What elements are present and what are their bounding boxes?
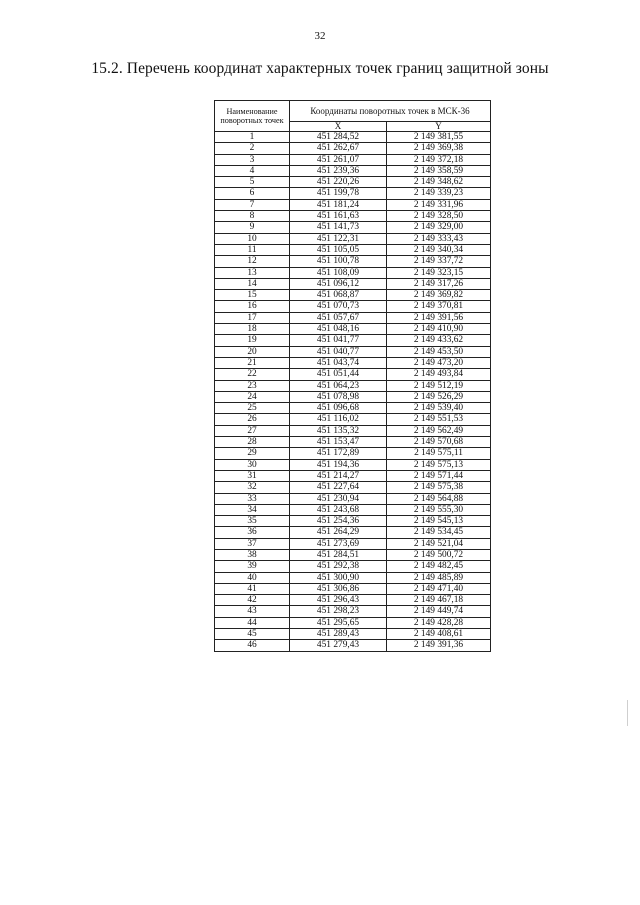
cell-y: 2 149 493,84 bbox=[387, 369, 491, 380]
table-row bbox=[215, 143, 491, 154]
cell-x: 451 181,24 bbox=[290, 199, 387, 210]
table-row bbox=[215, 516, 491, 527]
cell-x: 451 108,09 bbox=[290, 267, 387, 278]
cell-y: 2 149 391,56 bbox=[387, 312, 491, 323]
table-row bbox=[215, 335, 491, 346]
cell-point: 46 bbox=[215, 640, 290, 651]
cell-y: 2 149 555,30 bbox=[387, 504, 491, 515]
cell-point: 45 bbox=[215, 629, 290, 640]
cell-point: 40 bbox=[215, 572, 290, 583]
cell-x: 451 096,12 bbox=[290, 278, 387, 289]
table-row bbox=[215, 199, 491, 210]
table-row bbox=[215, 459, 491, 470]
cell-y: 2 149 526,29 bbox=[387, 391, 491, 402]
cell-y: 2 149 331,96 bbox=[387, 199, 491, 210]
table-row bbox=[215, 595, 491, 606]
table-body bbox=[215, 132, 491, 652]
cell-y: 2 149 369,38 bbox=[387, 143, 491, 154]
cell-y: 2 149 485,89 bbox=[387, 572, 491, 583]
cell-point: 36 bbox=[215, 527, 290, 538]
cell-y: 2 149 534,45 bbox=[387, 527, 491, 538]
table-row bbox=[215, 301, 491, 312]
cell-x: 451 040,77 bbox=[290, 346, 387, 357]
table-row bbox=[215, 617, 491, 628]
cell-x: 451 064,23 bbox=[290, 380, 387, 391]
cell-point: 31 bbox=[215, 470, 290, 481]
table-row bbox=[215, 165, 491, 176]
cell-x: 451 300,90 bbox=[290, 572, 387, 583]
cell-y: 2 149 571,44 bbox=[387, 470, 491, 481]
cell-y: 2 149 408,61 bbox=[387, 629, 491, 640]
cell-x: 451 254,36 bbox=[290, 516, 387, 527]
cell-point: 12 bbox=[215, 256, 290, 267]
cell-y: 2 149 372,18 bbox=[387, 154, 491, 165]
table-row bbox=[215, 448, 491, 459]
document-heading: 15.2. Перечень координат характерных точек границ защитной зоны bbox=[91, 60, 549, 77]
table-row bbox=[215, 606, 491, 617]
cell-point: 8 bbox=[215, 211, 290, 222]
cell-point: 21 bbox=[215, 357, 290, 368]
cell-x: 451 100,78 bbox=[290, 256, 387, 267]
cell-point: 34 bbox=[215, 504, 290, 515]
table-row bbox=[215, 211, 491, 222]
cell-x: 451 292,38 bbox=[290, 561, 387, 572]
cell-x: 451 289,43 bbox=[290, 629, 387, 640]
cell-point: 24 bbox=[215, 391, 290, 402]
table-row bbox=[215, 414, 491, 425]
cell-point: 42 bbox=[215, 595, 290, 606]
table-row bbox=[215, 222, 491, 233]
table-row bbox=[215, 583, 491, 594]
cell-x: 451 214,27 bbox=[290, 470, 387, 481]
cell-point: 32 bbox=[215, 482, 290, 493]
cell-y: 2 149 575,11 bbox=[387, 448, 491, 459]
cell-y: 2 149 433,62 bbox=[387, 335, 491, 346]
table-row bbox=[215, 324, 491, 335]
cell-point: 14 bbox=[215, 278, 290, 289]
cell-x: 451 279,43 bbox=[290, 640, 387, 651]
cell-point: 19 bbox=[215, 335, 290, 346]
cell-point: 33 bbox=[215, 493, 290, 504]
cell-y: 2 149 333,43 bbox=[387, 233, 491, 244]
cell-point: 38 bbox=[215, 549, 290, 560]
table-row bbox=[215, 403, 491, 414]
scan-mark bbox=[627, 700, 628, 726]
cell-point: 9 bbox=[215, 222, 290, 233]
cell-x: 451 122,31 bbox=[290, 233, 387, 244]
cell-point: 37 bbox=[215, 538, 290, 549]
cell-y: 2 149 323,15 bbox=[387, 267, 491, 278]
cell-y: 2 149 339,23 bbox=[387, 188, 491, 199]
cell-point: 2 bbox=[215, 143, 290, 154]
cell-y: 2 149 329,00 bbox=[387, 222, 491, 233]
cell-point: 17 bbox=[215, 312, 290, 323]
cell-x: 451 043,74 bbox=[290, 357, 387, 368]
cell-y: 2 149 539,40 bbox=[387, 403, 491, 414]
cell-point: 13 bbox=[215, 267, 290, 278]
cell-x: 451 295,65 bbox=[290, 617, 387, 628]
table-row bbox=[215, 380, 491, 391]
cell-x: 451 273,69 bbox=[290, 538, 387, 549]
cell-x: 451 161,63 bbox=[290, 211, 387, 222]
cell-x: 451 306,86 bbox=[290, 583, 387, 594]
cell-point: 6 bbox=[215, 188, 290, 199]
cell-x: 451 051,44 bbox=[290, 369, 387, 380]
cell-x: 451 070,73 bbox=[290, 301, 387, 312]
table-row bbox=[215, 244, 491, 255]
cell-y: 2 149 570,68 bbox=[387, 437, 491, 448]
table-row bbox=[215, 188, 491, 199]
cell-point: 18 bbox=[215, 324, 290, 335]
cell-point: 29 bbox=[215, 448, 290, 459]
cell-x: 451 239,36 bbox=[290, 165, 387, 176]
header-y: Y bbox=[387, 121, 491, 131]
cell-x: 451 262,67 bbox=[290, 143, 387, 154]
table-row bbox=[215, 629, 491, 640]
cell-point: 26 bbox=[215, 414, 290, 425]
cell-x: 451 141,73 bbox=[290, 222, 387, 233]
table-row bbox=[215, 640, 491, 651]
cell-y: 2 149 317,26 bbox=[387, 278, 491, 289]
cell-point: 16 bbox=[215, 301, 290, 312]
cell-point: 30 bbox=[215, 459, 290, 470]
cell-point: 27 bbox=[215, 425, 290, 436]
cell-y: 2 149 428,28 bbox=[387, 617, 491, 628]
cell-point: 5 bbox=[215, 177, 290, 188]
cell-x: 451 284,51 bbox=[290, 549, 387, 560]
cell-x: 451 243,68 bbox=[290, 504, 387, 515]
cell-y: 2 149 328,50 bbox=[387, 211, 491, 222]
cell-y: 2 149 337,72 bbox=[387, 256, 491, 267]
cell-point: 43 bbox=[215, 606, 290, 617]
cell-y: 2 149 473,20 bbox=[387, 357, 491, 368]
cell-x: 451 135,32 bbox=[290, 425, 387, 436]
table-row bbox=[215, 572, 491, 583]
table-row bbox=[215, 177, 491, 188]
cell-y: 2 149 370,81 bbox=[387, 301, 491, 312]
cell-y: 2 149 369,82 bbox=[387, 290, 491, 301]
cell-point: 11 bbox=[215, 244, 290, 255]
cell-y: 2 149 471,40 bbox=[387, 583, 491, 594]
table-row bbox=[215, 504, 491, 515]
cell-y: 2 149 381,55 bbox=[387, 132, 491, 143]
cell-x: 451 227,64 bbox=[290, 482, 387, 493]
cell-x: 451 296,43 bbox=[290, 595, 387, 606]
cell-y: 2 149 482,45 bbox=[387, 561, 491, 572]
cell-x: 451 199,78 bbox=[290, 188, 387, 199]
cell-y: 2 149 453,50 bbox=[387, 346, 491, 357]
cell-x: 451 105,05 bbox=[290, 244, 387, 255]
cell-x: 451 230,94 bbox=[290, 493, 387, 504]
cell-y: 2 149 348,62 bbox=[387, 177, 491, 188]
cell-x: 451 153,47 bbox=[290, 437, 387, 448]
cell-x: 451 078,98 bbox=[290, 391, 387, 402]
cell-y: 2 149 575,38 bbox=[387, 482, 491, 493]
table-row bbox=[215, 233, 491, 244]
cell-point: 4 bbox=[215, 165, 290, 176]
cell-y: 2 149 521,04 bbox=[387, 538, 491, 549]
cell-x: 451 261,07 bbox=[290, 154, 387, 165]
cell-x: 451 172,89 bbox=[290, 448, 387, 459]
cell-y: 2 149 449,74 bbox=[387, 606, 491, 617]
cell-x: 451 116,02 bbox=[290, 414, 387, 425]
table-row bbox=[215, 561, 491, 572]
cell-point: 20 bbox=[215, 346, 290, 357]
cell-x: 451 284,52 bbox=[290, 132, 387, 143]
table-row bbox=[215, 482, 491, 493]
cell-y: 2 149 410,90 bbox=[387, 324, 491, 335]
cell-x: 451 298,23 bbox=[290, 606, 387, 617]
table-row bbox=[215, 256, 491, 267]
table-row bbox=[215, 290, 491, 301]
cell-y: 2 149 467,18 bbox=[387, 595, 491, 606]
table-row bbox=[215, 549, 491, 560]
cell-point: 7 bbox=[215, 199, 290, 210]
header-coordinates: Координаты поворотных точек в МСК-36 bbox=[290, 101, 491, 122]
table-row bbox=[215, 527, 491, 538]
table-row bbox=[215, 278, 491, 289]
table-row bbox=[215, 425, 491, 436]
cell-x: 451 041,77 bbox=[290, 335, 387, 346]
cell-point: 3 bbox=[215, 154, 290, 165]
table-row bbox=[215, 357, 491, 368]
cell-y: 2 149 564,88 bbox=[387, 493, 491, 504]
cell-point: 25 bbox=[215, 403, 290, 414]
cell-y: 2 149 391,36 bbox=[387, 640, 491, 651]
cell-y: 2 149 500,72 bbox=[387, 549, 491, 560]
cell-x: 451 057,67 bbox=[290, 312, 387, 323]
cell-x: 451 194,36 bbox=[290, 459, 387, 470]
cell-point: 1 bbox=[215, 132, 290, 143]
cell-y: 2 149 551,53 bbox=[387, 414, 491, 425]
cell-point: 10 bbox=[215, 233, 290, 244]
cell-y: 2 149 358,59 bbox=[387, 165, 491, 176]
cell-y: 2 149 512,19 bbox=[387, 380, 491, 391]
cell-y: 2 149 575,13 bbox=[387, 459, 491, 470]
cell-point: 15 bbox=[215, 290, 290, 301]
cell-point: 28 bbox=[215, 437, 290, 448]
table-row bbox=[215, 437, 491, 448]
cell-y: 2 149 545,13 bbox=[387, 516, 491, 527]
table-row bbox=[215, 267, 491, 278]
table-row bbox=[215, 346, 491, 357]
cell-point: 41 bbox=[215, 583, 290, 594]
table-row bbox=[215, 132, 491, 143]
table-row bbox=[215, 369, 491, 380]
table-row bbox=[215, 154, 491, 165]
cell-point: 23 bbox=[215, 380, 290, 391]
page-number: 32 bbox=[314, 30, 326, 42]
table-row bbox=[215, 493, 491, 504]
cell-y: 2 149 340,34 bbox=[387, 244, 491, 255]
cell-x: 451 220,26 bbox=[290, 177, 387, 188]
cell-y: 2 149 562,49 bbox=[387, 425, 491, 436]
coordinates-table bbox=[214, 100, 491, 652]
table-row bbox=[215, 312, 491, 323]
cell-point: 22 bbox=[215, 369, 290, 380]
cell-x: 451 068,87 bbox=[290, 290, 387, 301]
header-x: X bbox=[290, 121, 387, 131]
cell-point: 44 bbox=[215, 617, 290, 628]
cell-x: 451 096,68 bbox=[290, 403, 387, 414]
table-row bbox=[215, 538, 491, 549]
cell-x: 451 048,16 bbox=[290, 324, 387, 335]
cell-x: 451 264,29 bbox=[290, 527, 387, 538]
cell-point: 39 bbox=[215, 561, 290, 572]
header-point-name: Наименование поворотных точек bbox=[215, 101, 290, 132]
table-row bbox=[215, 470, 491, 481]
cell-point: 35 bbox=[215, 516, 290, 527]
table-row bbox=[215, 391, 491, 402]
